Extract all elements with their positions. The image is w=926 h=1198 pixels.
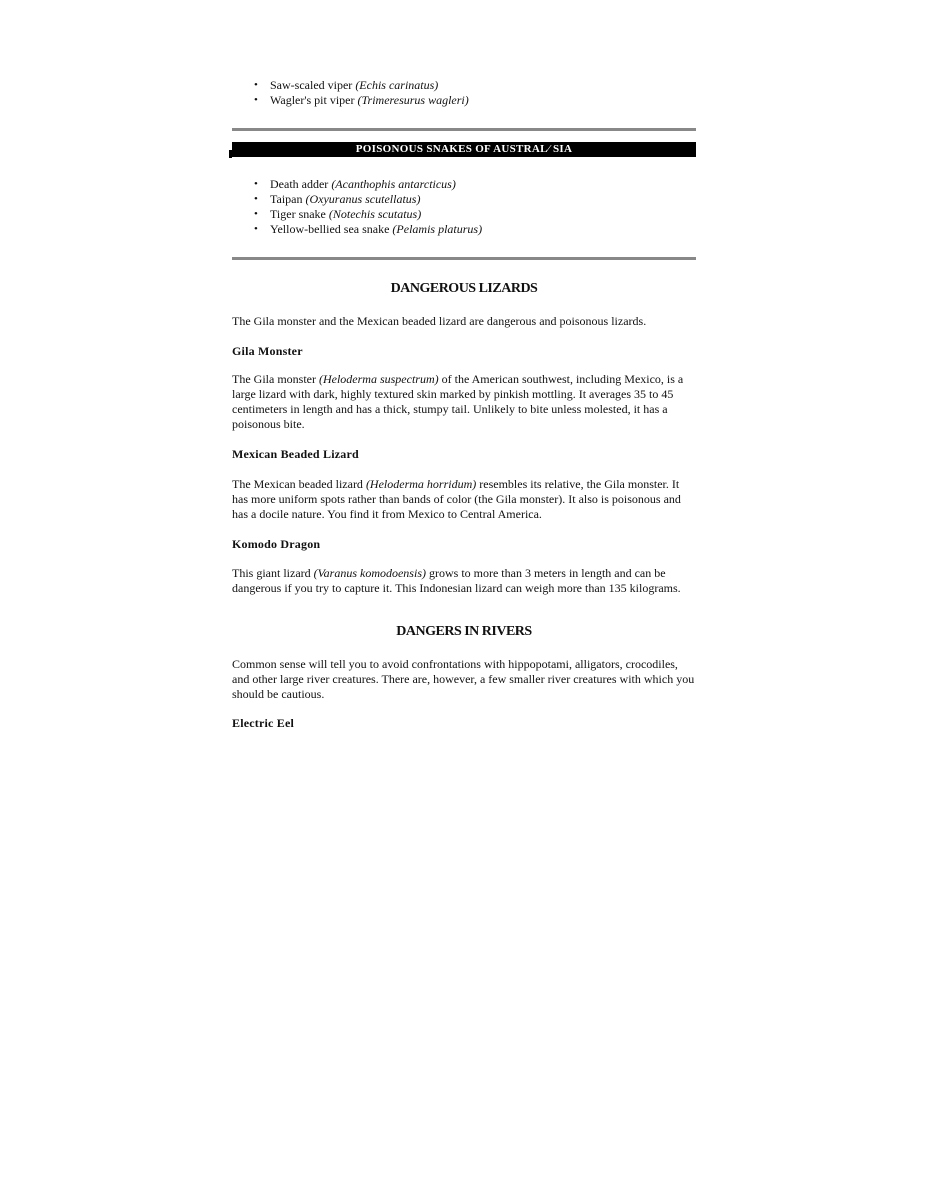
list-item: • Death adder (Acanthophis antarcticus) xyxy=(254,177,482,192)
beaded-lizard-paragraph: The Mexican beaded lizard (Heloderma horridum) resembles its relative, the Gila monster. It has more uniform spots rather than bands of color (the Gila monster). It also is poisonous and has a docile nature. You find it from Mexico to Central America. xyxy=(232,477,681,521)
viper-list xyxy=(232,78,469,108)
australasia-list xyxy=(232,177,482,237)
bar-notch xyxy=(229,150,232,158)
list-item: • Saw-scaled viper (Echis carinatus) xyxy=(254,78,469,93)
lizards-heading: DANGEROUS LIZARDS xyxy=(390,281,538,296)
gila-monster-heading: Gila Monster xyxy=(232,344,303,358)
section-heading-bar xyxy=(232,142,696,157)
komodo-dragon-heading: Komodo Dragon xyxy=(232,537,321,551)
section-divider xyxy=(232,128,696,131)
komodo-dragon-paragraph: This giant lizard (Varanus komodoensis) grows to more than 3 meters in length and can be dangerous if you try to capture it. This Indonesian lizard can weigh more than 135 kilograms. xyxy=(232,566,681,595)
rivers-intro: Common sense will tell you to avoid confrontations with hippopotami, alligators, crocodiles, and other large river creatures. There are, however, a few smaller river creatures with which you should be cautious. xyxy=(232,657,695,701)
list-item: • Wagler's pit viper (Trimeresurus wagleri) xyxy=(254,93,469,108)
list-item: • Yellow-bellied sea snake (Pelamis platurus) xyxy=(254,222,482,237)
list-item: • Tiger snake (Notechis scutatus) xyxy=(254,207,482,222)
electric-eel-heading: Electric Eel xyxy=(232,716,295,730)
list-item: • Taipan (Oxyuranus scutellatus) xyxy=(254,192,482,207)
section-divider xyxy=(232,257,696,260)
gila-monster-paragraph: The Gila monster (Heloderma suspectrum) of the American southwest, including Mexico, is a large lizard with dark, highly textured skin marked by pinkish mottling. It averages 35 to 45 centimeters in length and has a thick, stumpy tail. Unlikely to bite unless molested, it has a poisonous bite. xyxy=(232,372,684,431)
australasia-heading: POISONOUS SNAKES OF AUSTRAL⁄ SIA xyxy=(355,143,573,155)
rivers-heading: DANGERS IN RIVERS xyxy=(396,624,532,639)
lizards-intro: The Gila monster and the Mexican beaded lizard are dangerous and poisonous lizards. xyxy=(232,314,647,328)
beaded-lizard-heading: Mexican Beaded Lizard xyxy=(232,447,359,461)
